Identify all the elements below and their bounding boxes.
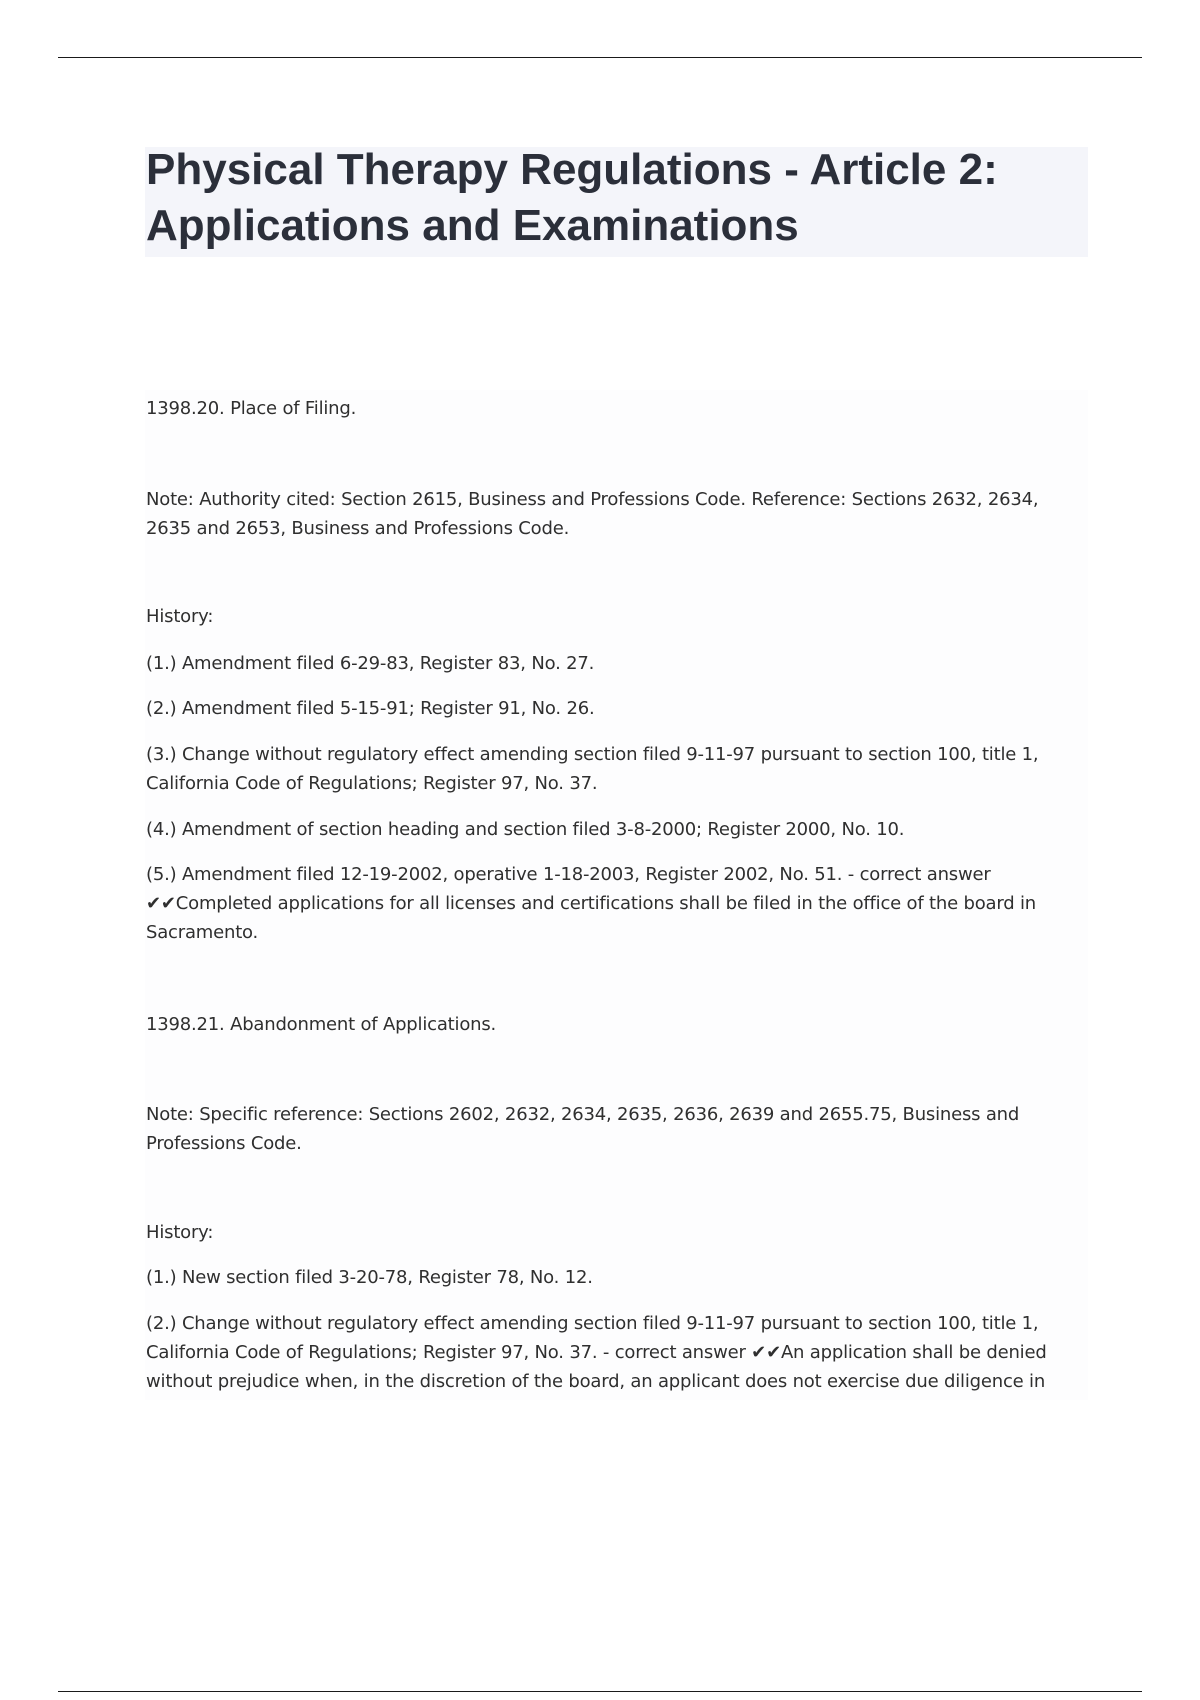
history-item: (1.) Amendment filed 6-29-83, Register 83, No. 27. [146, 653, 595, 674]
history-label: History: [146, 606, 214, 627]
page-title: Physical Therapy Regulations - Article 2: Applications and Examinations [146, 145, 998, 250]
note-paragraph: Note: Specific reference: Sections 2602, 2632, 2634, 2635, 2636, 2639 and 2655.75, Business and Professions Code. [146, 1104, 1020, 1154]
history-item: (4.) Amendment of section heading and section filed 3-8-2000; Register 2000, No. 10. [146, 819, 905, 840]
note-paragraph: Note: Authority cited: Section 2615, Business and Professions Code. Reference: Sections 2632, 2634, 2635 and 2653, Business and Professions Code. [146, 489, 1039, 539]
section-heading-1398-21: 1398.21. Abandonment of Applications. [146, 1014, 497, 1035]
top-rule [58, 57, 1142, 58]
section-heading-1398-20: 1398.20. Place of Filing. [146, 398, 357, 419]
history-item: (2.) Amendment filed 5-15-91; Register 91, No. 26. [146, 698, 595, 719]
bottom-rule [58, 1691, 1142, 1692]
history-label: History: [146, 1222, 214, 1243]
history-item: (3.) Change without regulatory effect amending section filed 9-11-97 pursuant to section 100, title 1, California Code of Regulations; Register 97, No. 37. [146, 744, 1039, 794]
history-item: (1.) New section filed 3-20-78, Register 78, No. 12. [146, 1267, 593, 1288]
history-item-with-answer: (2.) Change without regulatory effect amending section filed 9-11-97 pursuant to section 100, title 1, California Code of Regulations; Register 97, No. 37. - correct answer ✔✔An application shall be denied without prejudice when, in the discretion of the board, an applicant does not exercise due diligence in [146, 1313, 1047, 1392]
history-item-with-answer: (5.) Amendment filed 12-19-2002, operative 1-18-2003, Register 2002, No. 51. - correct answer ✔✔Completed applications for all licenses and certifications shall be filed in the office of the board in Sacramento. [146, 864, 1037, 943]
